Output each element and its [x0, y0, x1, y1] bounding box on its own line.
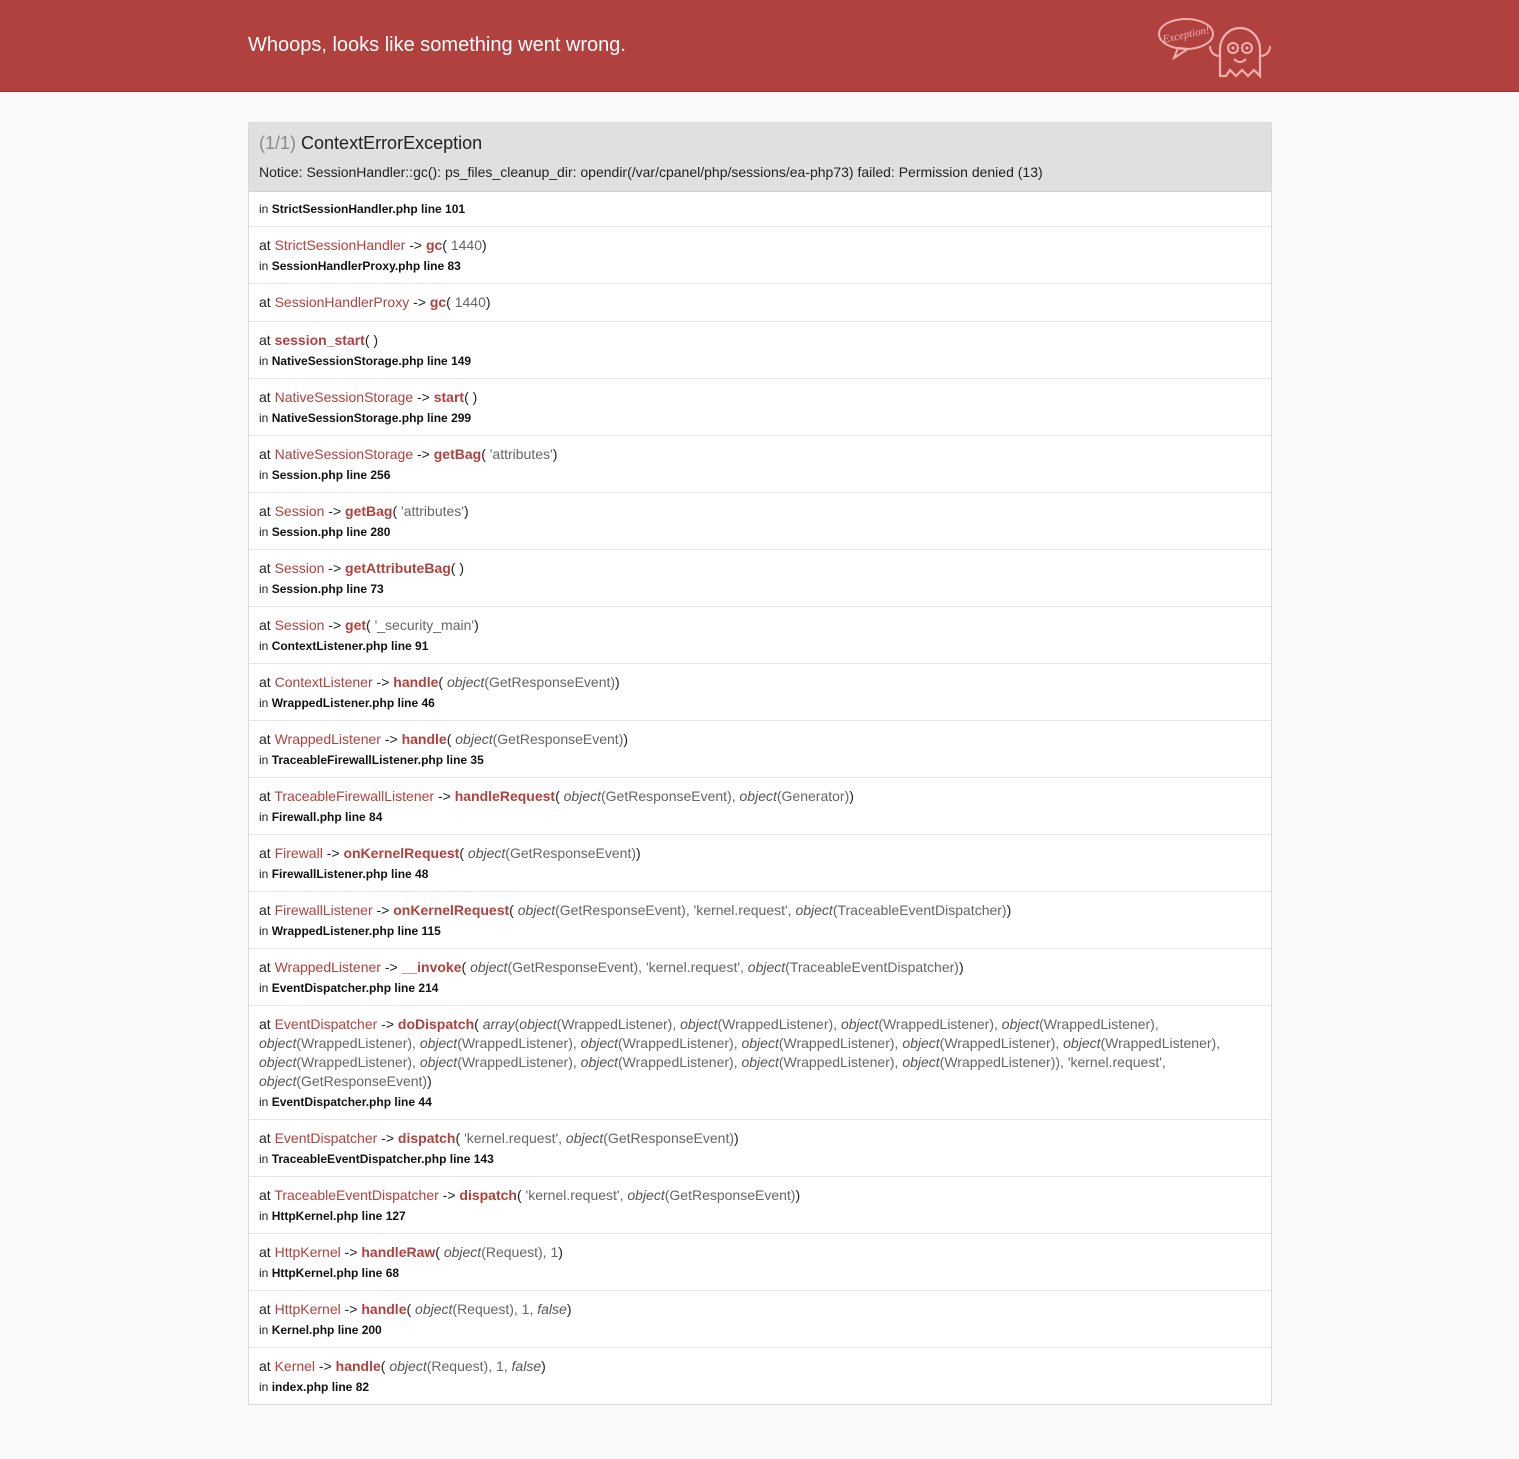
trace-arrow: ->: [340, 1244, 362, 1260]
trace-file: Kernel.php line 200: [271, 1323, 382, 1337]
trace-arrow: ->: [324, 503, 346, 519]
arg-type: object: [1001, 1016, 1040, 1032]
trace-call: [259, 1015, 1261, 1091]
trace-location: in NativeSessionStorage.php line 149: [259, 354, 472, 368]
paren-close: ): [552, 446, 558, 462]
trace-file: HttpKernel.php line 127: [271, 1209, 406, 1223]
trace-function: handleRequest: [454, 788, 556, 804]
trace-function: handle: [335, 1358, 381, 1374]
trace-location: in HttpKernel.php line 68: [259, 1266, 400, 1280]
trace-args: ( object(GetResponseEvent)): [446, 731, 629, 747]
trace-call: [259, 1243, 1261, 1262]
trace-location: in NativeSessionStorage.php line 299: [259, 411, 472, 425]
trace-file: Firewall.php line 84: [271, 810, 383, 824]
trace-file: TraceableFirewallListener.php line 35: [271, 753, 484, 767]
trace-class: EventDispatcher: [274, 1130, 378, 1146]
trace-frame: [249, 379, 1271, 436]
arg-type: object: [467, 845, 506, 861]
trace-arrow: ->: [377, 1016, 398, 1032]
at-label: at: [259, 959, 275, 975]
trace-file: ContextListener.php line 91: [271, 639, 429, 653]
trace-arrow: ->: [409, 294, 430, 310]
trace-call: [259, 502, 1261, 521]
trace-args: ( 'attributes'): [392, 503, 469, 519]
trace-args: ( object(Request), 1): [435, 1244, 563, 1260]
paren-close: ): [472, 389, 478, 405]
trace-location: in WrappedListener.php line 46: [259, 696, 435, 710]
trace-class: Kernel: [274, 1358, 316, 1374]
trace-class: Session: [274, 617, 325, 633]
trace-call: [259, 1357, 1261, 1376]
paren-open: (: [516, 1187, 526, 1203]
at-label: at: [259, 674, 275, 690]
trace-call: [259, 559, 1261, 578]
trace-function: getBag: [345, 503, 393, 519]
at-label: at: [259, 902, 275, 918]
arg-type: object: [443, 1244, 482, 1260]
paren-close: ): [482, 237, 487, 253]
trace-file: WrappedListener.php line 46: [271, 696, 435, 710]
paren-close: ): [1006, 902, 1012, 918]
trace-location: in ContextListener.php line 91: [259, 639, 429, 653]
trace-function: handle: [361, 1301, 407, 1317]
arg-type: object: [446, 674, 485, 690]
at-label: at: [259, 1187, 275, 1203]
trace-frame: [249, 607, 1271, 664]
trace-arrow: ->: [324, 560, 346, 576]
arg-type: object: [747, 959, 786, 975]
trace-frame: [249, 778, 1271, 835]
trace-frame: [249, 493, 1271, 550]
paren-open: (: [406, 1301, 416, 1317]
arg-value: false: [511, 1358, 542, 1374]
paren-open: (: [446, 731, 456, 747]
trace-arrow: ->: [434, 788, 455, 804]
trace-location: in WrappedListener.php line 115: [259, 924, 441, 938]
trace-class: TraceableEventDispatcher: [274, 1187, 439, 1203]
trace-class: SessionHandlerProxy: [274, 294, 410, 310]
trace-frame: [249, 1291, 1271, 1348]
trace-args: ( 1440): [442, 237, 487, 253]
trace-args: ( object(GetResponseEvent), 'kernel.request', object(TraceableEventDispatcher)): [509, 902, 1012, 918]
trace-location: in Session.php line 73: [259, 582, 384, 596]
trace-class: Firewall: [274, 845, 323, 861]
trace-class: StrictSessionHandler: [274, 237, 406, 253]
at-label: at: [259, 617, 275, 633]
exception-message: Notice: SessionHandler::gc(): ps_files_cleanup_dir: opendir(/var/cpanel/php/sessions/ea-php73) failed: Permission denied (13): [259, 164, 1043, 180]
trace-frame: [249, 1234, 1271, 1291]
trace-location: in TraceableEventDispatcher.php line 143: [259, 1152, 494, 1166]
paren-open: (: [459, 845, 468, 861]
logo-text: Exception!: [1161, 24, 1211, 46]
trace-arrow: ->: [324, 617, 346, 633]
trace-file: FirewallListener.php line 48: [271, 867, 429, 881]
at-label: at: [259, 560, 275, 576]
trace-call: [259, 388, 1261, 407]
arg-type: object: [795, 902, 833, 918]
trace-file: StrictSessionHandler.php line 101: [271, 202, 466, 216]
paren-close: ): [558, 1244, 563, 1260]
at-label: at: [259, 1016, 275, 1032]
paren-close: ): [463, 503, 469, 519]
arg-type: object: [680, 1016, 718, 1032]
trace-class: WrappedListener: [274, 959, 381, 975]
trace-location: in Session.php line 256: [259, 468, 391, 482]
arg-type: object: [627, 1187, 665, 1203]
trace-args: ( object(Request), 1, false): [380, 1358, 546, 1374]
trace-arrow: ->: [413, 446, 434, 462]
trace-location: in Firewall.php line 84: [259, 810, 383, 824]
at-label: at: [259, 503, 275, 519]
arg-type: object: [902, 1054, 940, 1070]
arg-type: object: [415, 1301, 453, 1317]
page-title: Whoops, looks like something went wrong.: [248, 34, 626, 56]
trace-arrow: ->: [315, 1358, 336, 1374]
trace-file: Session.php line 73: [271, 582, 384, 596]
trace-file: NativeSessionStorage.php line 299: [271, 411, 472, 425]
arg-type: object: [741, 1054, 779, 1070]
arg-type: object: [389, 1358, 427, 1374]
trace-args: ( 'kernel.request', object(GetResponseEvent)): [455, 1130, 739, 1146]
trace-function: gc: [425, 237, 443, 253]
trace-arrow: ->: [438, 1187, 460, 1203]
trace-location: in FirewallListener.php line 48: [259, 867, 429, 881]
arg-type: object: [739, 788, 777, 804]
paren-close: ): [795, 1187, 801, 1203]
trace-arrow: ->: [380, 959, 402, 975]
paren-close: ): [541, 1358, 546, 1374]
at-label: at: [259, 446, 275, 462]
trace-args: [464, 389, 477, 405]
trace-arrow: ->: [413, 389, 434, 405]
trace-call: [259, 293, 1261, 312]
exception-ghost-icon: [1158, 12, 1276, 82]
trace-frame: [249, 227, 1271, 284]
trace-class: EventDispatcher: [274, 1016, 378, 1032]
paren-open: (: [446, 294, 455, 310]
trace-function: __invoke: [401, 959, 462, 975]
trace-function: handleRaw: [361, 1244, 436, 1260]
trace-call: [259, 844, 1261, 863]
paren-close: ): [849, 788, 854, 804]
trace-args: [365, 332, 378, 348]
trace-call: [259, 787, 1261, 806]
paren-open: (: [509, 902, 518, 918]
at-label: at: [259, 389, 275, 405]
trace-file: Session.php line 280: [271, 525, 391, 539]
exception-summary: [249, 123, 1271, 192]
paren-open: (: [481, 446, 490, 462]
at-label: at: [259, 294, 275, 310]
trace-call: [259, 236, 1261, 255]
arg-value: false: [537, 1301, 567, 1317]
trace-class: FirewallListener: [274, 902, 373, 918]
paren-open: (: [442, 237, 451, 253]
paren-close: ): [427, 1073, 432, 1089]
trace-location: in SessionHandlerProxy.php line 83: [259, 259, 461, 273]
paren-open: (: [380, 1358, 390, 1374]
trace-file: EventDispatcher.php line 44: [271, 1095, 432, 1109]
paren-close: ): [566, 1301, 572, 1317]
trace-class: ContextListener: [274, 674, 373, 690]
arg-type: object: [563, 788, 601, 804]
trace-location: in EventDispatcher.php line 44: [259, 1095, 432, 1109]
trace-function: handle: [393, 674, 439, 690]
paren-close: ): [958, 959, 964, 975]
paren-open: (: [455, 1130, 465, 1146]
trace-file: index.php line 82: [271, 1380, 370, 1394]
trace-frame: [249, 550, 1271, 607]
trace-frame: [249, 1177, 1271, 1234]
paren-close: ): [734, 1130, 739, 1146]
at-label: at: [259, 1244, 275, 1260]
trace-location: in HttpKernel.php line 127: [259, 1209, 406, 1223]
trace-function: session_start: [274, 332, 365, 348]
at-label: at: [259, 788, 275, 804]
trace-function: start: [433, 389, 465, 405]
arg-type: array: [482, 1016, 515, 1032]
trace-function: gc: [429, 294, 447, 310]
paren-open: (: [392, 503, 402, 519]
trace-function: getAttributeBag: [345, 560, 451, 576]
trace-file: NativeSessionStorage.php line 149: [271, 354, 472, 368]
trace-call: [259, 1300, 1261, 1319]
exception-class: ContextErrorException: [301, 133, 483, 153]
trace-args: ( object(GetResponseEvent), object(Generator)): [555, 788, 854, 804]
at-label: at: [259, 1358, 275, 1374]
paren-close: ): [615, 674, 620, 690]
arg-type: object: [259, 1073, 297, 1089]
trace-function: getBag: [433, 446, 482, 462]
arg-type: object: [1063, 1035, 1101, 1051]
arg-type: object: [565, 1130, 604, 1146]
arg-type: object: [902, 1035, 940, 1051]
trace-arrow: ->: [377, 1130, 398, 1146]
trace-frame: [249, 436, 1271, 493]
trace-frame: [249, 721, 1271, 778]
trace-args: ( object(GetResponseEvent), 'kernel.request', object(TraceableEventDispatcher)): [461, 959, 964, 975]
trace-file: EventDispatcher.php line 214: [271, 981, 439, 995]
paren-close: ): [474, 617, 479, 633]
paren-open: (: [474, 1016, 483, 1032]
trace-args: ( array(object(WrappedListener), object(WrappedListener), object(WrappedListener), object(WrappedListener), object(WrappedListener), object(WrappedListener), object(WrappedListener), object(WrappedListener), object(WrappedListener), object(WrappedListener), object(WrappedListener), object(WrappedListener), object(WrappedListener), object(WrappedListener), object(WrappedListener)), 'kernel.request', object(GetResponseEvent)): [259, 1016, 1221, 1089]
trace-frame: [249, 1006, 1271, 1120]
trace-call: [259, 1129, 1261, 1148]
trace-args: ( object(GetResponseEvent)): [459, 845, 641, 861]
trace-file: SessionHandlerProxy.php line 83: [271, 259, 461, 273]
trace-arrow: ->: [380, 731, 402, 747]
at-label: at: [259, 1130, 275, 1146]
trace-args: ( object(GetResponseEvent)): [438, 674, 620, 690]
trace-call: [259, 730, 1261, 749]
trace-frame: [249, 892, 1271, 949]
trace-class: TraceableFirewallListener: [274, 788, 435, 804]
paren-open: (: [435, 1244, 444, 1260]
paren-open: (: [464, 389, 473, 405]
trace-function: dispatch: [459, 1187, 517, 1203]
trace-function: doDispatch: [397, 1016, 475, 1032]
trace-args: ( 'kernel.request', object(GetResponseEvent)): [516, 1187, 801, 1203]
paren-open: (: [450, 560, 460, 576]
arg-type: object: [741, 1035, 779, 1051]
arg-type: object: [419, 1054, 458, 1070]
trace-call: [259, 445, 1261, 464]
trace-frame: [249, 322, 1271, 379]
trace-function: dispatch: [397, 1130, 456, 1146]
trace-args: [451, 560, 464, 576]
paren-close: ): [373, 332, 379, 348]
trace-args: ( 1440): [446, 294, 491, 310]
exception-panel: [248, 122, 1272, 1405]
arg-type: object: [519, 1016, 557, 1032]
paren-close: ): [485, 294, 491, 310]
trace-call: [259, 331, 1261, 350]
trace-call: [259, 616, 1261, 635]
arg-type: object: [840, 1016, 879, 1032]
paren-open: (: [366, 617, 375, 633]
at-label: at: [259, 1301, 275, 1317]
trace-location: in EventDispatcher.php line 214: [259, 981, 439, 995]
trace-arrow: ->: [340, 1301, 362, 1317]
trace-call: [259, 1186, 1261, 1205]
trace-frame: [249, 1348, 1271, 1404]
paren-open: (: [461, 959, 471, 975]
arg-type: object: [455, 731, 493, 747]
arg-type: object: [470, 959, 508, 975]
trace-function: handle: [401, 731, 447, 747]
trace-call: [259, 958, 1261, 977]
trace-function: onKernelRequest: [343, 845, 460, 861]
paren-close: ): [459, 560, 465, 576]
arg-type: object: [259, 1054, 297, 1070]
trace-function: get: [345, 617, 367, 633]
trace-class: NativeSessionStorage: [274, 389, 414, 405]
trace-arrow: ->: [405, 237, 426, 253]
trace-class: HttpKernel: [274, 1301, 341, 1317]
trace-args: ( object(Request), 1, false): [406, 1301, 572, 1317]
arg-type: object: [259, 1035, 297, 1051]
trace-call: [259, 901, 1261, 920]
trace-file: Session.php line 256: [271, 468, 391, 482]
trace-function: onKernelRequest: [393, 902, 510, 918]
trace-args: ( '_security_main'): [366, 617, 479, 633]
arg-type: object: [419, 1035, 458, 1051]
at-label: at: [259, 731, 275, 747]
trace-frame: [249, 1120, 1271, 1177]
trace-class: Session: [274, 503, 325, 519]
trace-call: [259, 673, 1261, 692]
trace-frame: [249, 835, 1271, 892]
trace-args: ( 'attributes'): [481, 446, 558, 462]
paren-close: ): [636, 845, 641, 861]
at-label: at: [259, 332, 275, 348]
trace-arrow: ->: [372, 902, 394, 918]
trace-frame: [249, 949, 1271, 1006]
arg-type: object: [517, 902, 556, 918]
stack-trace: [249, 192, 1271, 1404]
trace-arrow: ->: [322, 845, 344, 861]
exception-count: (1/1): [259, 133, 297, 153]
arg-type: object: [580, 1035, 619, 1051]
arg-type: object: [580, 1054, 619, 1070]
trace-location: in StrictSessionHandler.php line 101: [259, 202, 466, 216]
at-label: at: [259, 845, 275, 861]
trace-class: WrappedListener: [274, 731, 381, 747]
trace-frame: [249, 664, 1271, 721]
at-label: at: [259, 237, 275, 253]
paren-open: (: [364, 332, 374, 348]
trace-frame: [249, 284, 1271, 322]
exception-title: [259, 132, 1261, 154]
trace-file: HttpKernel.php line 68: [271, 1266, 400, 1280]
paren-open: (: [555, 788, 564, 804]
trace-arrow: ->: [372, 674, 394, 690]
trace-class: NativeSessionStorage: [274, 446, 414, 462]
trace-location: in Kernel.php line 200: [259, 1323, 382, 1337]
trace-frame: [249, 192, 1271, 227]
paren-open: (: [438, 674, 447, 690]
trace-class: HttpKernel: [274, 1244, 341, 1260]
trace-location: in TraceableFirewallListener.php line 35: [259, 753, 484, 767]
trace-class: Session: [274, 560, 325, 576]
trace-location: in index.php line 82: [259, 1380, 370, 1394]
trace-file: WrappedListener.php line 115: [271, 924, 441, 938]
trace-file: TraceableEventDispatcher.php line 143: [271, 1152, 494, 1166]
error-header: [0, 0, 1519, 92]
paren-close: ): [623, 731, 629, 747]
trace-location: in Session.php line 280: [259, 525, 391, 539]
